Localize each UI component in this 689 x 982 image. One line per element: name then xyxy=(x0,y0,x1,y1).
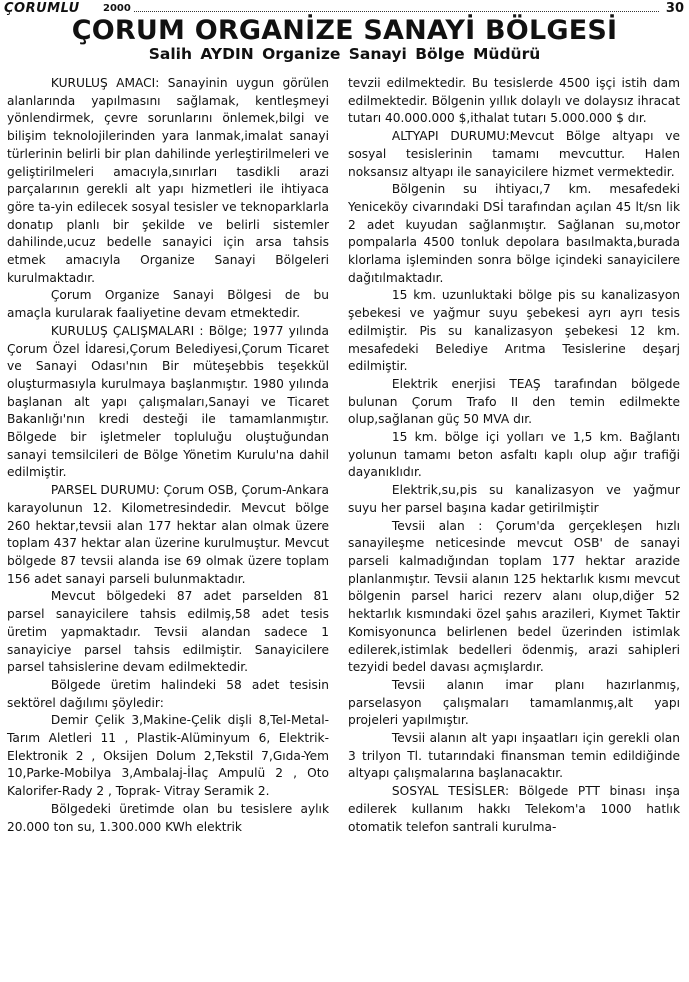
paragraph: PARSEL DURUMU: Çorum OSB, Çorum-Ankara karayolunun 12. Kilometresindedir. Mevcut bölge 260 hektar,tevsii alan 177 hektar alan olmak üzere toplam 437 hektar alan üzerine kurulmuştur. Mevcut bölgede 87 tevsii alanda ise 69 olmak üzere toplam 156 adet sanayi parseli bulunmaktadır. xyxy=(7,483,329,586)
paragraph: Bölgede üretim halindeki 58 adet tesisin sektörel dağılımı şöyledir: xyxy=(7,677,329,710)
article-byline: Salih AYDIN Organize Sanayi Bölge Müdürü xyxy=(148,45,541,63)
paragraph: Elektrik enerjisi TEAŞ tarafından bölgede bulunan Çorum Trafo II den temin edilmekte olup,sağlanan güç 50 MVA dır. xyxy=(348,376,680,427)
paragraph: KURULUŞ ÇALIŞMALARI : Bölge; 1977 yılında Çorum Özel İdaresi,Çorum Belediyesi,Çorum Ticaret ve Sanayi Odası'nın Bir müteşebbis teşekkül oluşturmasıyla kurulmaya başlanmıştır. 1980 yılında başlanan alt yapı çalışmaları,Sanayi ve Ticaret Bakanlığı'nın kredi desteği ile tamamlanmıştır. Bölgede bir işletmeler topluluğu oluştuğundan sanayi temsilcileri de Bölge Yönetim Kurulu'na dahil edilmiştir. xyxy=(7,323,329,480)
paragraph: Bölgenin su ihtiyacı,7 km. mesafedeki Yeniceköy civarındaki DSİ tarafından açılan 45 lt/sn lik 2 adet kuyudan sağlanmıştır. Sağlanan su,motor pompalarla 4500 tonluk depolara basılmakta,burada klorlama işleminden sonra bölge içindeki sanayicilere dağıtılmaktadır. xyxy=(348,182,680,285)
paragraph: 15 km. uzunluktaki bölge pis su kanalizasyon şebekesi ve yağmur suyu şebekesi ayrı ayrı tesis edilmiştir. Pis su kanalizasyon şebekesi 12 km. mesafedeki Belediye Arıtma Tesislerine deşarj edilmiştir. xyxy=(348,288,680,374)
right-column xyxy=(348,75,680,836)
paragraph: Elektrik,su,pis su kanalizasyon ve yağmur suyu her parsel başına kadar getirilmiştir xyxy=(348,483,680,515)
magazine-name: ÇORUMLU xyxy=(4,1,80,16)
page-number: 30 xyxy=(665,1,684,16)
paragraph: Tevsii alan : Çorum'da gerçekleşen hızlı sanayileşme neticesinde mevcut OSB' de sanayi parseli kalmadığından toplam 177 hektar arazide planlanmıştır. Tevsii alanın 125 hektarlık kısmı mevcut bölgenin parsel harici rezerv alanı olup,diğer 52 hektarlık kısmındaki özel şahıs arazileri, Kıymet Taktir Komisyonunca belirlenen bedel üzerinden istimlak edilerek,istimlak bedelleri ödenmiş, arazi sahipleri tezyidi bedel davası açmışlardır. xyxy=(348,518,680,675)
paragraph: Çorum Organize Sanayi Bölgesi de bu amaçla kurularak faaliyetine devam etmektedir. xyxy=(7,288,329,321)
left-column xyxy=(7,75,329,836)
article-title: ÇORUM ORGANİZE SANAYİ BÖLGESİ xyxy=(71,15,618,46)
paragraph: Tevsii alanın imar planı hazırlanmış, parselasyon çalışmaları tamamlanmış,alt yapı projeleri yapılmıştır. xyxy=(348,677,680,728)
paragraph: 15 km. bölge içi yolları ve 1,5 km. Bağlantı yolunun tamamı beton asfaltı kaplı olup ağır trafiği dayanıklıdır. xyxy=(348,430,680,480)
issue-year: 2000 xyxy=(103,3,131,14)
paragraph: SOSYAL TESİSLER: Bölgede PTT binası inşa edilerek kullanım hakkı Telekom'a 1000 hatlık otomatik telefon santrali kurulma- xyxy=(348,784,680,834)
paragraph: Demir Çelik 3,Makine-Çelik dişli 8,Tel-Metal-Tarım Aletleri 11 , Plastik-Alüminyum 6, Elektrik-Elektronik 2 , Oksijen Dolum 2,Tekstil 7,Gıda-Yem 10,Parke-Mobilya 3,Ambalaj-İlaç Ampulü 2 , Oto Kalorifer-Rady 2 , Toprak- Vitray Seramik 2. xyxy=(7,713,329,799)
paragraph: Bölgedeki üretimde olan bu tesislere aylık 20.000 ton su, 1.300.000 KWh elektrik xyxy=(7,801,329,834)
paragraph: Tevsii alanın alt yapı inşaatları için gerekli olan 3 trilyon Tl. tutarındaki finansman temin edildiğinde altyapı çalışmalarına başlanacaktır. xyxy=(348,731,680,781)
header-dotted-rule xyxy=(134,11,659,12)
paragraph: KURULUŞ AMACI: Sanayinin uygun görülen alanlarında yapılmasını sağlamak, kentleşmeyi yönlendirmek, çevre sorunlarını önlemek,bilgi ve bilişim teknolojilerinden yara lanmak,imalat sanayi türlerinin belirli bir plan dahilinde yerleştirilmeleri ve geliştirilmeleri amacıyla,sınırları tasdikli arazi parçalarının gerekli alt yapı hizmetleri ile ihtiyaca göre ta-yin edilecek sosyal tesisler ve teknoparklarla donatıp planlı bir şekilde ve belirli sistemler dahilinde,ucuz bedelle sanayici için arsa tahsis etmek amacıyla Organize Sanayi Bölgeleri kurulmaktadır. xyxy=(7,76,329,285)
paragraph: tevzii edilmektedir. Bu tesislerde 4500 işçi istih dam edilmektedir. Bölgenin yıllık dolaylı ve dolaysız ihracat tutarı 40.000.000 $,ithalat tutarı 5.000.000 $ dır. xyxy=(348,76,680,126)
paragraph: Mevcut bölgedeki 87 adet parselden 81 parsel sanayicilere tahsis edilmiş,58 adet tesis üretim yapmaktadır. Tevsii alandan sadece 1 sanayiciye parsel tahsis edilmiştir. Sanayicilere parsel tahsislerine devam edilmektedir. xyxy=(7,589,329,675)
paragraph: ALTYAPI DURUMU:Mevcut Bölge altyapı ve sosyal tesislerinin tamamı mevcuttur. Halen noksansız altyapı ile sanayicilere hizmet vermektedir. xyxy=(348,129,680,179)
